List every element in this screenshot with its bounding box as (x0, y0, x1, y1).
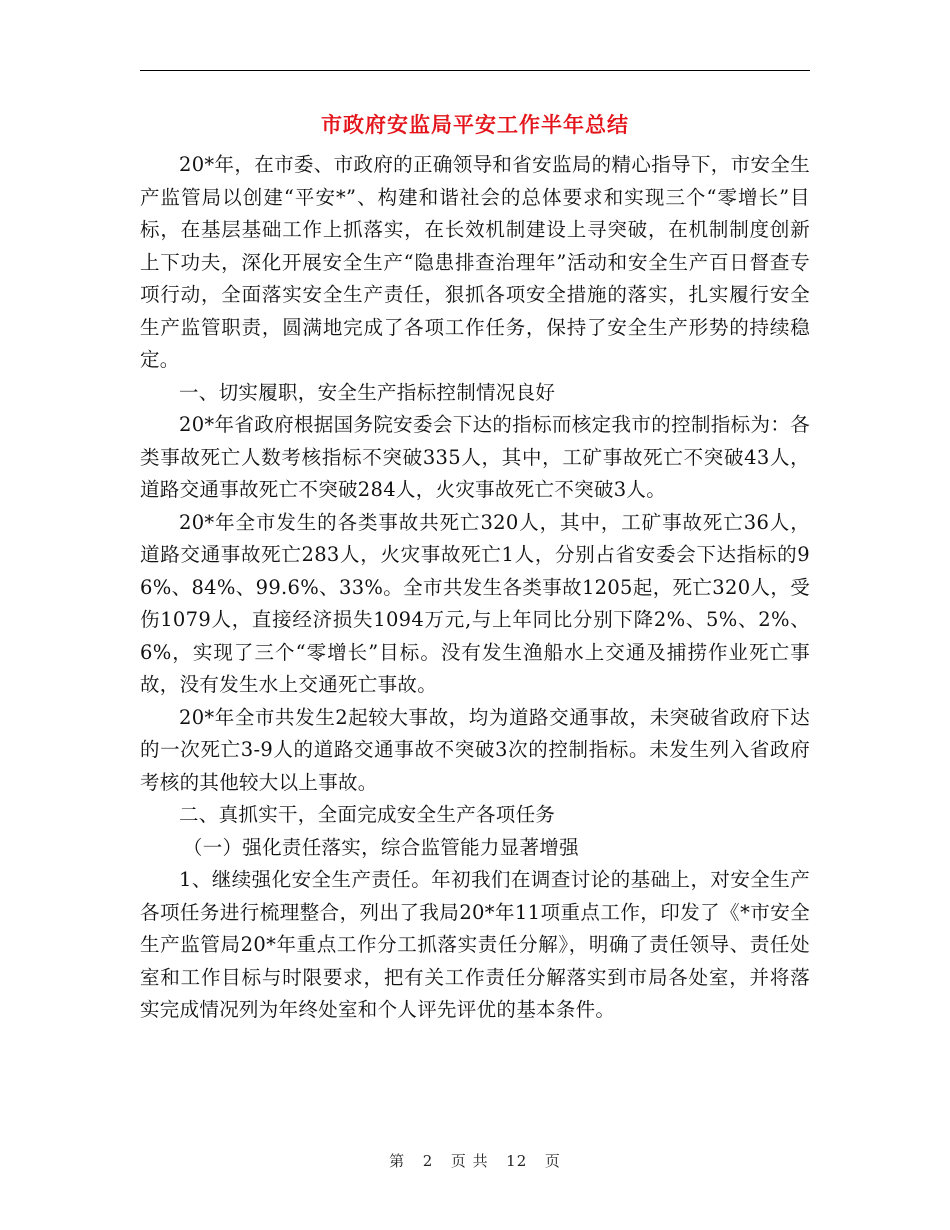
body-paragraph: 20*年全市发生的各类事故共死亡320人，其中，工矿事故死亡36人，道路交通事故死亡283人，火灾事故死亡1人，分别占省安委会下达指标的96%、84%、99.6%、33%。全市共发生各类事故1205起，死亡320人，受伤1079人，直接经济损失1094万元,与上年同比分别下降2%、5%、2%、6%，实现了三个“零增长”目标。没有发生渔船水上交通及捕捞作业死亡事故，没有发生水上交通死亡事故。 (140, 510, 810, 696)
intro-paragraph: 20*年，在市委、市政府的正确领导和省安监局的精心指导下，市安全生产监管局以创建“平安*”、构建和谐社会的总体要求和实现三个“零增长”目标，在基层基础工作上抓落实，在长效机制建设上寻突破，在机制制度创新上下功夫，深化开展安全生产“隐患排查治理年”活动和安全生产百日督查专项行动，全面落实安全生产责任，狠抓各项安全措施的落实，扎实履行安全生产监管职责，圆满地完成了各项工作任务，保持了安全生产形势的持续稳定。 (140, 153, 810, 371)
subsection-heading-1: （一）强化责任落实，综合监管能力显著增强 (182, 835, 579, 859)
document-title: 市政府安监局平安工作半年总结 (321, 112, 629, 137)
body-paragraph: 20*年省政府根据国务院安委会下达的指标而核定我市的控制指标为：各类事故死亡人数考核指标不突破335人，其中，工矿事故死亡不突破43人，道路交通事故死亡不突破284人，火灾事故死亡不突破3人。 (140, 413, 810, 501)
header-rule (140, 70, 810, 71)
section-heading-2: 二、真抓实干，全面完成安全生产各项任务 (179, 803, 556, 826)
body-paragraph: 20*年全市共发生2起较大事故，均为道路交通事故，未突破省政府下达的一次死亡3-9人的道路交通事故不突破3次的控制指标。未发生列入省政府考核的其他较大以上事故。 (140, 705, 810, 794)
footer-label-page: 第 (389, 1152, 406, 1170)
document-body (140, 149, 810, 1027)
body-paragraph: 1、继续强化安全生产责任。年初我们在调查讨论的基础上，对安全生产各项任务进行梳理整合，列出了我局20*年11项重点工作，印发了《*市安全生产监管局20*年重点工作分工抓落实责任分解》，明确了责任领导、责任处室和工作目标与时限要求，把有关工作责任分解落实到市局各处室，并将落实完成情况列为年终处室和个人评先评优的基本条件。 (140, 868, 810, 1021)
section-heading-1: 一、切实履职，安全生产指标控制情况良好 (179, 380, 556, 404)
page-footer (0, 1150, 950, 1171)
footer-label-pages: 页 (544, 1152, 561, 1170)
footer-current-page: 2 (422, 1152, 434, 1170)
footer-total-pages: 12 (506, 1152, 528, 1170)
footer-label-of: 页 共 (450, 1152, 489, 1170)
